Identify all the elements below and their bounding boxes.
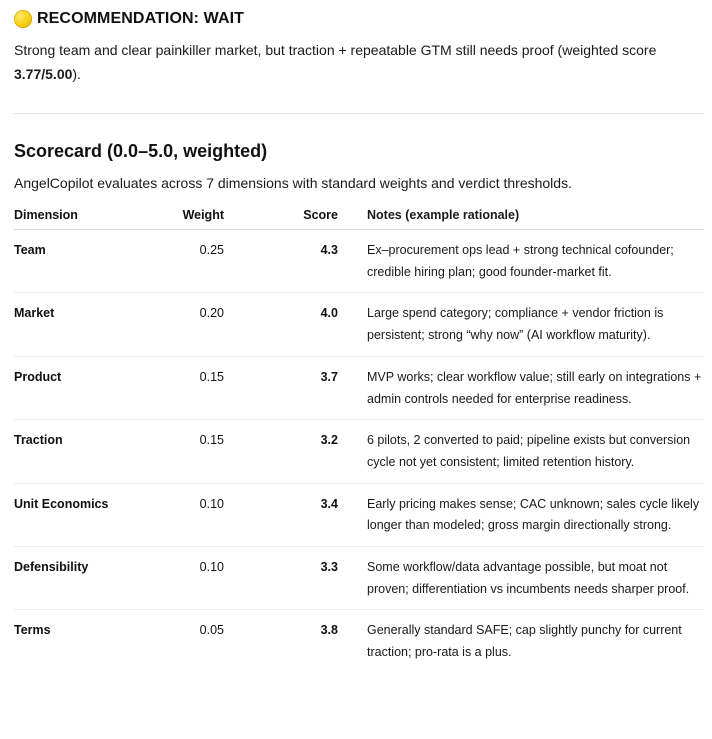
weight-cell: 0.15 xyxy=(164,356,224,419)
section-divider xyxy=(14,113,704,114)
dimension-cell: Product xyxy=(14,356,164,419)
cell-spacer xyxy=(338,483,367,546)
table-row xyxy=(14,547,704,610)
notes-cell: Some workflow/data advantage possible, but moat not proven; differentiation vs incumbents needs sharper proof. xyxy=(367,547,704,610)
table-row xyxy=(14,356,704,419)
table-row xyxy=(14,230,704,293)
dimension-cell: Terms xyxy=(14,623,51,638)
cell-spacer xyxy=(338,230,367,293)
cell-spacer xyxy=(338,610,367,673)
score-cell: 3.2 xyxy=(224,420,338,483)
dimension-cell: Traction xyxy=(14,420,164,483)
weight-cell: 0.15 xyxy=(164,420,224,483)
dimension-cell: Team xyxy=(14,230,164,293)
notes-cell: 6 pilots, 2 converted to paid; pipeline exists but conversion cycle not yet consistent; limited retention history. xyxy=(367,420,704,483)
recommendation-header xyxy=(14,8,244,30)
weight-cell: 0.10 xyxy=(164,483,224,546)
table-row xyxy=(14,610,704,673)
cell-spacer xyxy=(338,547,367,610)
weight-cell: 0.05 xyxy=(199,623,224,638)
notes-cell: MVP works; clear workflow value; still early on integrations + admin controls needed for enterprise readiness. xyxy=(367,356,704,419)
score-cell: 3.4 xyxy=(224,483,338,546)
notes-cell: Generally standard SAFE; cap slightly punchy for current traction; pro-rata is a plus. xyxy=(367,623,682,660)
dimension-cell: Defensibility xyxy=(14,547,164,610)
column-header-weight: Weight xyxy=(164,200,224,230)
cell-spacer xyxy=(338,420,367,483)
score-cell: 3.7 xyxy=(224,356,338,419)
weight-cell: 0.25 xyxy=(164,230,224,293)
column-header-notes: Notes (example rationale) xyxy=(367,200,704,230)
column-header-dimension: Dimension xyxy=(14,200,164,230)
scorecard-title: Scorecard (0.0–5.0, weighted) xyxy=(14,141,268,161)
table-row xyxy=(14,293,704,356)
weighted-score: 3.77/5.00 xyxy=(14,66,73,82)
score-cell: 4.3 xyxy=(224,230,338,293)
dimension-cell: Unit Economics xyxy=(14,483,164,546)
score-cell: 3.8 xyxy=(320,623,338,638)
cell-spacer xyxy=(338,293,367,356)
dimension-cell: Market xyxy=(14,293,164,356)
column-header-score: Score xyxy=(224,200,338,230)
score-cell: 4.0 xyxy=(224,293,338,356)
scorecard-description: AngelCopilot evaluates across 7 dimensions with standard weights and verdict thresholds. xyxy=(14,175,572,191)
table-header-row xyxy=(14,200,704,230)
weight-cell: 0.10 xyxy=(164,547,224,610)
recommendation-body-text: Strong team and clear painkiller market, but traction + repeatable GTM still needs proof (weighted score xyxy=(14,42,657,58)
recommendation-body-end: ). xyxy=(72,66,81,82)
score-cell: 3.3 xyxy=(224,547,338,610)
weight-cell: 0.20 xyxy=(164,293,224,356)
recommendation-summary xyxy=(14,38,704,86)
notes-cell: Large spend category; compliance + vendor friction is persistent; strong “why now” (AI workflow maturity). xyxy=(367,293,704,356)
column-spacer xyxy=(338,200,367,230)
table-row xyxy=(14,420,704,483)
scorecard-table xyxy=(14,200,704,673)
notes-cell: Early pricing makes sense; CAC unknown; sales cycle likely longer than modeled; gross margin directionally strong. xyxy=(367,483,704,546)
notes-cell: Ex–procurement ops lead + strong technical cofounder; credible hiring plan; good founder-market fit. xyxy=(367,230,704,293)
yellow-circle-icon xyxy=(14,10,32,28)
recommendation-title: RECOMMENDATION: WAIT xyxy=(37,10,245,27)
table-row xyxy=(14,483,704,546)
cell-spacer xyxy=(338,356,367,419)
